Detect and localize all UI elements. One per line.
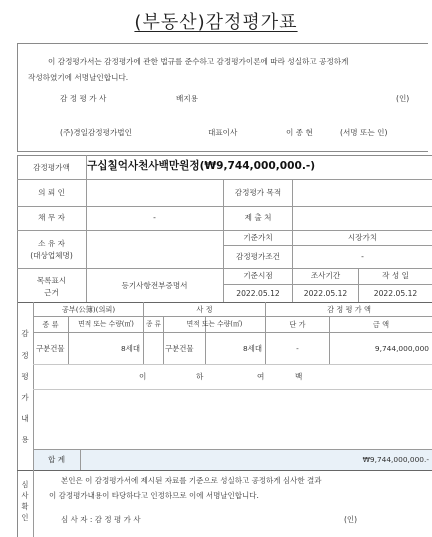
col-unit-price: 단 가 <box>289 320 306 329</box>
conditions-label: 감정평가조건 <box>235 252 280 261</box>
basis-label: 기준가치 <box>243 233 273 242</box>
basis-value: 시장가치 <box>347 233 378 242</box>
detail-side-label-5: 내 <box>21 414 29 423</box>
col-type-2: 종 류 <box>146 320 161 328</box>
statement-box <box>17 43 428 152</box>
conditions-value: - <box>361 252 364 261</box>
inspection-header: 사 정 <box>196 305 213 314</box>
col-area: 면적 또는 수량(㎡) <box>78 320 134 328</box>
appraiser-seal: (인) <box>396 94 410 103</box>
client-label: 의 뢰 인 <box>38 188 65 197</box>
owner-label-1: 소 유 자 <box>38 239 65 248</box>
base-date-label: 기준시점 <box>243 271 273 280</box>
review-side-label-1: 심 <box>21 480 29 489</box>
statement-line-2: 작성하였기에 서명날인합니다. <box>28 73 129 82</box>
valuation-amount-label: 감정평가액 <box>33 163 70 172</box>
detail-side-label-2: 정 <box>21 351 29 360</box>
ceo-label: 대표이사 <box>208 128 238 137</box>
total-label: 합 계 <box>47 455 66 464</box>
valuation-amount-value: 구십칠억사천사백만원정(₩9,744,000,000.-) <box>87 160 316 172</box>
col-area-2: 면적 또는 수량(㎡) <box>186 320 243 328</box>
base-date-value: 2022.05.12 <box>236 289 280 298</box>
listing-basis-label-2: 근거 <box>44 288 59 297</box>
ceo-seal: (서명 또는 인) <box>340 128 388 137</box>
blank-char-1: 이 <box>139 372 147 381</box>
row1-type-2: 구분건물 <box>165 344 194 353</box>
row1-area: 8세대 <box>121 344 140 353</box>
statement-line-1: 이 감정평가서는 감정평가에 관한 법규를 준수하고 감정평가이론에 따라 성실하고 공정하게 <box>48 57 349 66</box>
appraiser-label: 감 정 평 가 사 <box>60 94 107 103</box>
debtor-value: - <box>153 213 156 222</box>
total-value: ₩9,744,000,000.- <box>362 455 429 464</box>
written-date-label: 작 성 일 <box>382 271 409 280</box>
appraiser-name: 배지용 <box>176 94 199 103</box>
review-side-label-3: 확 <box>21 502 29 511</box>
detail-side-label-3: 평 <box>21 372 29 381</box>
owner-label-2: (대상업체명) <box>30 251 73 260</box>
blank-char-3: 여 <box>257 372 265 381</box>
public-record-header: 공부(公簿)(의뢰) <box>61 305 116 314</box>
row1-type: 구분건물 <box>36 344 65 353</box>
listing-basis-value: 등기사항전부증명서 <box>121 281 188 290</box>
row1-unit-price: - <box>296 344 299 353</box>
purpose-label: 감정평가 목적 <box>234 188 282 197</box>
debtor-label: 채 무 자 <box>38 213 65 222</box>
survey-period-value: 2022.05.12 <box>303 289 348 298</box>
review-signer: 심 사 자 : 감 정 평 가 사 <box>61 515 141 524</box>
corporation-name: (주)경일감정평가법인 <box>60 128 132 137</box>
col-type: 종 류 <box>42 320 59 329</box>
detail-side-label-1: 감 <box>21 329 29 338</box>
row1-area-2: 8세대 <box>243 344 262 353</box>
review-seal: (인) <box>344 515 358 524</box>
survey-period-label: 조사기간 <box>310 271 341 280</box>
col-amount: 금 액 <box>372 320 390 329</box>
review-side-label-4: 인 <box>21 513 29 522</box>
row1-amount: 9,744,000,000 <box>374 344 429 353</box>
review-line-2: 이 감정평가내용이 타당하다고 인정하므로 이에 서명날인합니다. <box>49 491 259 500</box>
blank-char-4: 백 <box>295 372 303 381</box>
submit-label: 제 출 처 <box>244 213 272 222</box>
review-line-1: 본인은 이 감정평가서에 제시된 자료를 기준으로 성실하고 공정하게 심사한 결과 <box>61 476 322 485</box>
ceo-name: 이 종 현 <box>286 128 313 137</box>
detail-side-label-6: 용 <box>21 435 29 444</box>
detail-side-label-4: 가 <box>21 393 29 402</box>
blank-char-2: 하 <box>196 372 204 381</box>
page-title: (부동산)감정평가표 <box>134 12 298 33</box>
review-side-label-2: 사 <box>21 491 29 500</box>
valuation-header: 감 정 평 가 액 <box>327 305 371 314</box>
written-date-value: 2022.05.12 <box>373 289 418 298</box>
listing-basis-label-1: 목록표시 <box>36 276 67 285</box>
